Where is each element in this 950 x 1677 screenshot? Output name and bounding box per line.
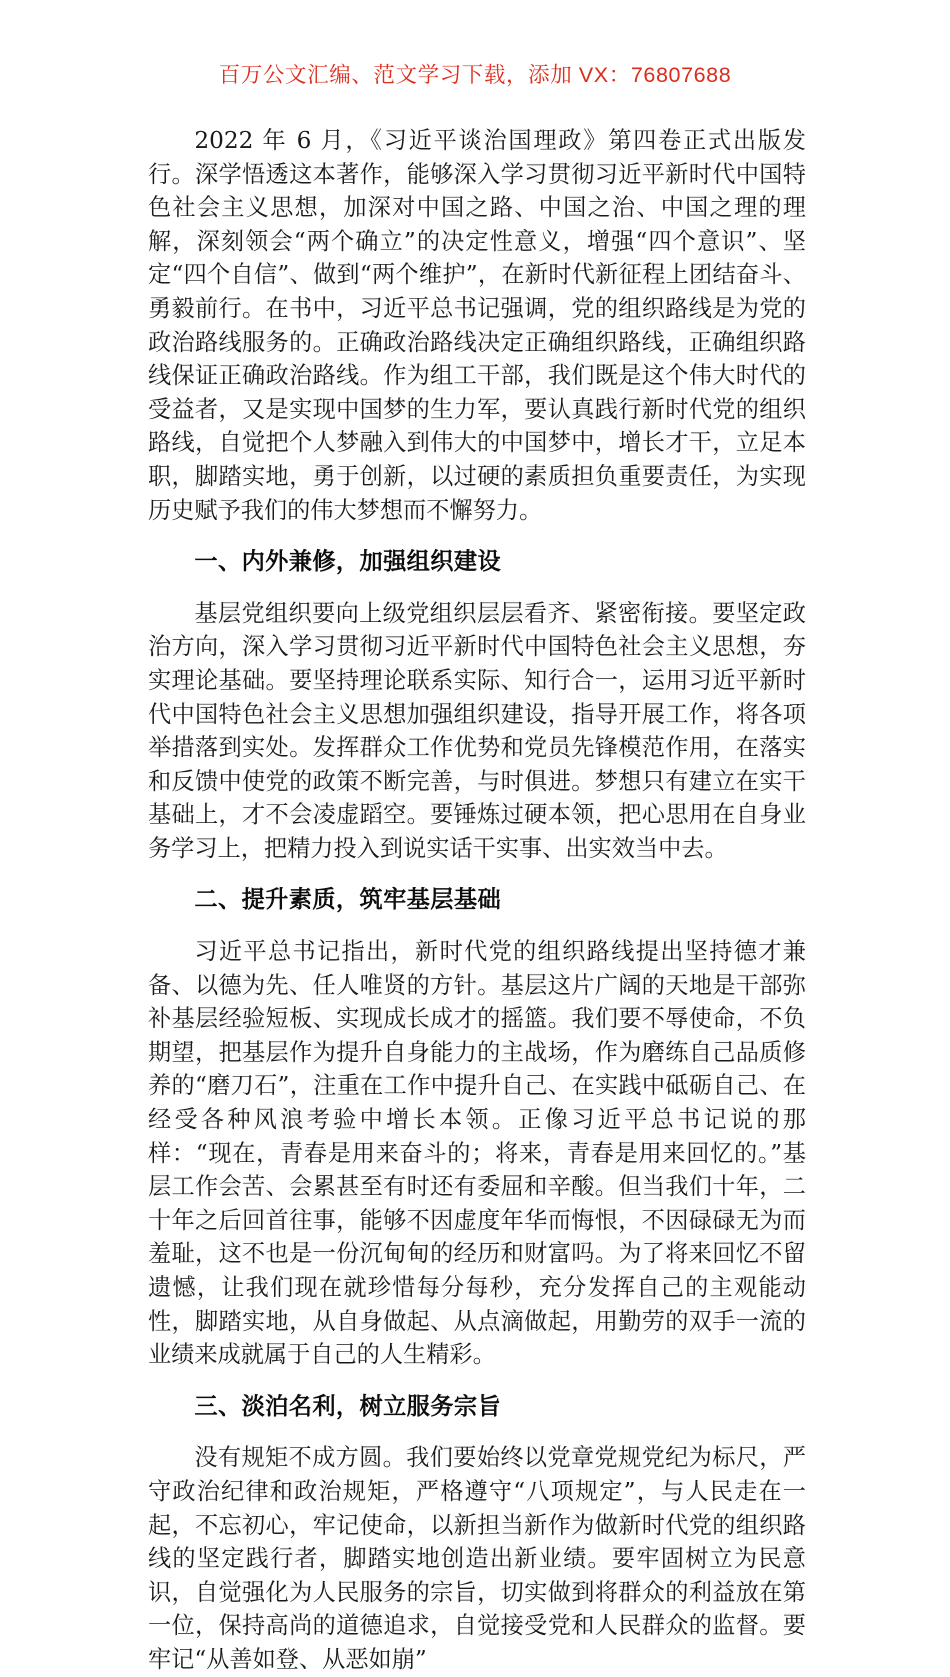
promo-header-text: 百万公文汇编、范文学习下载，添加 VX：76807688: [218, 63, 732, 87]
section-heading-1: 一、内外兼修，加强组织建设: [194, 548, 502, 575]
section-2-paragraph: 习近平总书记指出，新时代党的组织路线提出坚持德才兼备、以德为先、任人唯贤的方针。基层这片广阔的天地是干部弥补基层经验短板、实现成长成才的摇篮。我们要不辱使命，不负期望，把基层作为提升自身能力的主战场，作为磨练自己品质修养的“磨刀石”，注重在工作中提升自己、在实践中砥砺自己、在经受各种风浪考验中增长本领。正像习近平总书记说的那样：“现在，青春是用来奋斗的；将来，青春是用来回忆的。”基层工作会苦、会累甚至有时还有委屈和辛酸。但当我们十年，二十年之后回首往事，能够不因虚度年华而悔恨，不因碌碌无为而羞耻，这不也是一份沉甸甸的经历和财富吗。为了将来回忆不留遗憾，让我们现在就珍惜每分每秒，充分发挥自己的主观能动性，脚踏实地，从自身做起、从点滴做起，用勤劳的双手一流的业绩来成就属于自己的人生精彩。: [148, 938, 806, 1369]
section-heading-3: 三、淡泊名利，树立服务宗旨: [194, 1392, 502, 1419]
document-body: [148, 124, 806, 1677]
spacer: [148, 579, 806, 597]
section-3-paragraph: 没有规矩不成方圆。我们要始终以党章党规党纪为标尺，严守政治纪律和政治规矩，严格遵守“八项规定”，与人民走在一起，不忘初心，牢记使命，以新担当新作为做新时代党的组织路线的坚定践行者，脚踏实地创造出新业绩。要牢固树立为民意识，自觉强化为人民服务的宗旨，切实做到将群众的利益放在第一位，保持高尚的道德追求，自觉接受党和人民群众的监督。要牢记“从善如登、从恶如崩”: [148, 1444, 806, 1673]
intro-paragraph: 2022 年 6 月，《习近平谈治国理政》第四卷正式出版发行。深学悟透这本著作，能够深入学习贯彻习近平新时代中国特色社会主义思想，加深对中国之路、中国之治、中国之理的理解，深刻领会“两个确立”的决定性意义，增强“四个意识”、坚定“四个自信”、做到“两个维护”，在新时代新征程上团结奋斗、勇毅前行。在书中，习近平总书记强调，党的组织路线是为党的政治路线服务的。正确政治路线决定正确组织路线，正确组织路线保证正确政治路线。作为组工干部，我们既是这个伟大时代的受益者，又是实现中国梦的生力军，要认真践行新时代党的组织路线，自觉把个人梦融入到伟大的中国梦中，增长才干，立足本职，脚踏实地，勇于创新，以过硬的素质担负重要责任，为实现历史赋予我们的伟大梦想而不懈努力。: [148, 127, 806, 524]
spacer: [148, 865, 806, 883]
spacer: [148, 527, 806, 545]
spacer: [148, 1423, 806, 1441]
spacer: [148, 917, 806, 935]
section-1-paragraph: 基层党组织要向上级党组织层层看齐、紧密衔接。要坚定政治方向，深入学习贯彻习近平新时代中国特色社会主义思想，夯实理论基础。要坚持理论联系实际、知行合一，运用习近平新时代中国特色社会主义思想加强组织建设，指导开展工作，将各项举措落到实处。发挥群众工作优势和党员先锋模范作用，在落实和反馈中使党的政策不断完善，与时俱进。梦想只有建立在实干基础上，才不会凌虚蹈空。要锤炼过硬本领，把心思用在自身业务学习上，把精力投入到说实话干实事、出实效当中去。: [148, 599, 806, 862]
section-heading-2: 二、提升素质，筑牢基层基础: [194, 886, 502, 913]
spacer: [148, 1372, 806, 1390]
